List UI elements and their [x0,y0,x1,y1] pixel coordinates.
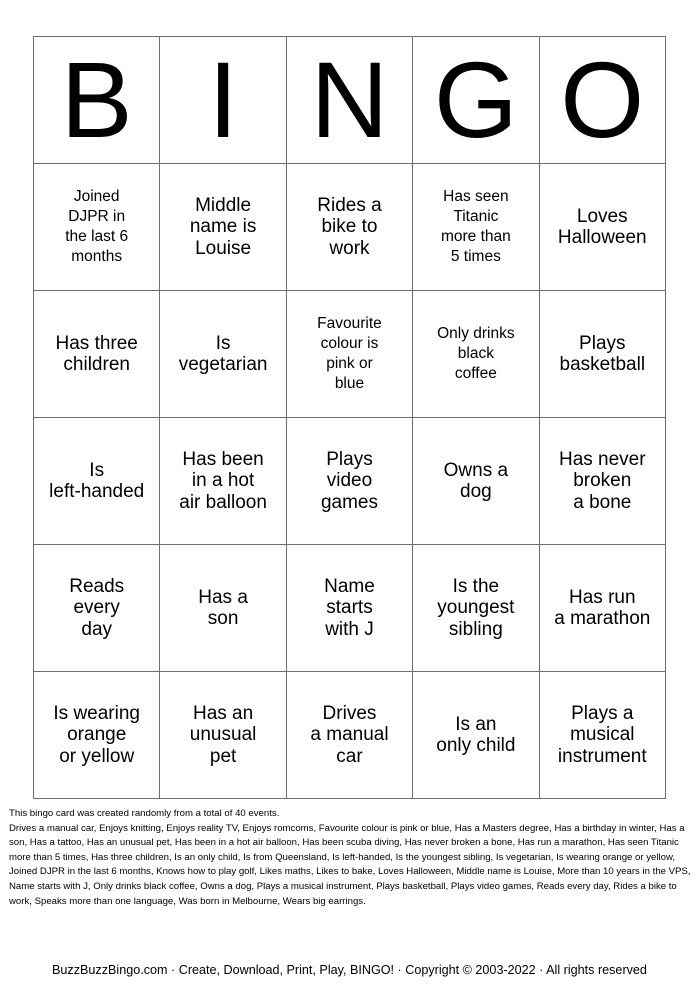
bingo-cell-line: months [71,248,123,266]
bingo-cell-line: Owns a [443,459,509,481]
bingo-cell-line: Is wearing [53,702,140,724]
bingo-cell[interactable] [34,291,160,418]
bingo-cell-text [546,703,659,767]
bingo-row [34,291,666,418]
bingo-cell-line: Has an [192,702,254,724]
bingo-cell[interactable] [413,418,539,545]
bingo-cell-text [166,587,279,630]
bingo-cell-line: Only drinks [437,324,515,342]
bingo-cell-line: starts [326,597,373,619]
bingo-cell-text [40,187,153,268]
bingo-cell-text [40,333,153,376]
bingo-cell-line: Favourite [317,314,382,332]
bingo-cell[interactable] [539,164,665,291]
bingo-cell[interactable] [34,672,160,799]
bingo-cell-line: vegetarian [178,354,268,375]
bingo-cell[interactable] [160,418,286,545]
bingo-cell-line: Is the [452,575,500,597]
bingo-cell-text [166,333,279,376]
bingo-cell-line: Reads [69,575,125,597]
bingo-cell-line: Plays a [571,702,634,724]
bingo-cell-line: coffee [454,365,497,383]
bingo-cell[interactable] [160,164,286,291]
bingo-cell-line: Has seen [443,187,509,205]
bingo-cell-line: Loves [576,205,628,227]
bingo-grid [34,164,666,799]
bingo-cell-line: basketball [559,354,646,375]
bingo-cell-text [166,195,279,259]
bingo-cell-line: Rides a [317,194,382,216]
bingo-cell[interactable] [539,672,665,799]
bingo-cell-line: left-handed [49,481,145,502]
bingo-cell-line: Has three [55,332,138,354]
bingo-cell-line: pink or [326,355,373,372]
bingo-cell-text [293,449,406,513]
bingo-cell-line: with J [325,618,374,640]
bingo-cell[interactable] [413,672,539,799]
bingo-cell[interactable] [34,418,160,545]
bingo-cell[interactable] [539,291,665,418]
bingo-cell-line: Titanic [453,207,499,225]
bingo-cell-line: Middle [195,194,252,216]
bingo-cell-line: broken [573,470,632,492]
header-letter-o: O [539,37,665,164]
bingo-cell[interactable] [34,164,160,291]
bingo-cell-text [40,576,153,640]
bingo-cell-line: Is [215,332,231,354]
bingo-cell-line: in a hot [191,470,255,492]
bingo-cell-line: a marathon [554,608,651,629]
bingo-cell-line: more than [440,228,511,245]
bingo-cell-line: Has run [569,586,636,608]
bingo-cell[interactable] [34,545,160,672]
bingo-cell-line: dog [460,481,492,502]
bingo-cell[interactable] [160,291,286,418]
bingo-cell-line: a bone [573,491,632,513]
bingo-cell-line: video [326,470,373,492]
site-footer: BuzzBuzzBingo.com · Create, Download, Print, Play, BINGO! · Copyright © 2003-2022 · All rights reserved [52,963,647,977]
bingo-cell-line: unusual [189,724,257,746]
header-letter-n: N [286,37,412,164]
bingo-cell-line: youngest [437,597,515,619]
bingo-cell-line: Plays [579,332,626,354]
bingo-cell-text [419,714,532,757]
bingo-row [34,545,666,672]
bingo-cell-text [293,703,406,767]
bingo-cell[interactable] [286,418,412,545]
bingo-row [34,672,666,799]
bingo-cell-line: Name [324,575,375,597]
bingo-cell-line: air balloon [179,491,267,513]
bingo-cell-text [419,324,532,384]
bingo-cell-line: sibling [448,618,503,640]
bingo-cell-line: children [63,354,130,375]
bingo-cell-text [293,314,406,395]
bingo-cell-line: Is an [455,713,497,735]
bingo-cell-text [293,576,406,640]
bingo-cell[interactable] [286,164,412,291]
bingo-cell-line: blue [334,375,365,393]
bingo-cell-line: Has a [198,586,248,608]
bingo-cell[interactable] [413,291,539,418]
bingo-row [34,418,666,545]
bingo-cell-line: bike to [321,216,378,238]
bingo-cell-line: Halloween [557,227,647,248]
bingo-cell-line: Plays [326,448,373,470]
bingo-cell[interactable] [160,672,286,799]
bingo-cell-line: or yellow [59,745,135,767]
bingo-cell-line: Has been [182,448,264,470]
bingo-cell-text [166,449,279,513]
bingo-cell-line: games [320,491,378,513]
bingo-cell-line: orange [67,724,127,746]
bingo-cell-line: Drives [322,702,377,724]
bingo-cell-text [419,187,532,268]
bingo-cell-text [40,460,153,503]
bingo-cell-line: only child [436,735,516,756]
bingo-cell[interactable] [539,418,665,545]
bingo-cell-text [293,195,406,259]
bingo-cell-line: Is [89,459,105,481]
bingo-cell-line: pet [209,745,237,767]
bingo-cell-line: name is [189,216,257,238]
bingo-cell[interactable] [286,672,412,799]
bingo-cell-line: a manual [310,724,389,746]
bingo-cell[interactable] [413,164,539,291]
bingo-cell-line: work [329,237,370,259]
bingo-header-row [34,37,666,164]
bingo-cell[interactable] [160,545,286,672]
bingo-cell-text [546,587,659,630]
bingo-cell-line: colour is [320,334,379,352]
events-footnote [9,807,693,909]
footnote-events-list: Drives a manual car, Enjoys knitting, Enjoys reality TV, Enjoys romcoms, Favourite colour is pink or blue, Has a Masters degree, Has a birthday in winter, Has a son, Has a tattoo, Has an unusual pet, Has been in a hot air balloon, Has been scuba diving, Has never broken a bone, Has run a marathon, Has seen Titanic more than 5 times, Has three children, Is an only child, Is from Queensland, Is left-handed, Is the youngest sibling, Is vegetarian, Is wearing orange or yellow, Joined DJPR in the last 6 months, Knows how to play golf, Likes maths, Likes to bake, Loves Halloween, Middle name is Louise, More than 10 years in the VPS, Name starts with J, Only drinks black coffee, Owns a dog, Plays a musical instrument, Plays basketball, Plays video games, Reads every day, Rides a bike to work, Speaks more than one language, Was born in Melbourne, Wears big earrings. [9,822,691,907]
bingo-card [33,36,666,799]
bingo-cell-line: 5 times [450,248,501,266]
bingo-cell[interactable] [539,545,665,672]
bingo-cell[interactable] [413,545,539,672]
bingo-cell-line: DJPR in [68,207,126,225]
bingo-cell-line: Joined [73,187,120,205]
bingo-cell[interactable] [286,545,412,672]
bingo-cell-line: Louise [195,237,252,259]
bingo-cell-line: car [336,745,363,767]
footnote-intro: This bingo card was created randomly from a total of 40 events. [9,808,280,819]
bingo-cell-line: son [207,608,239,629]
bingo-cell-text [419,576,532,640]
bingo-cell-text [546,333,659,376]
bingo-cell-text [40,703,153,767]
bingo-cell-line: black [457,344,494,362]
bingo-cell-line: every [73,597,120,619]
bingo-cell-line: day [81,618,113,640]
bingo-cell-text [546,206,659,249]
header-letter-i: I [160,37,286,164]
bingo-cell-text [546,449,659,513]
header-letter-g: G [413,37,539,164]
bingo-cell-text [166,703,279,767]
header-letter-b: B [34,37,160,164]
bingo-cell-line: instrument [557,745,647,767]
bingo-row [34,164,666,291]
bingo-cell[interactable] [286,291,412,418]
bingo-cell-text [419,460,532,503]
bingo-cell-line: the last 6 [65,228,129,245]
bingo-cell-line: musical [570,724,635,746]
bingo-cell-line: Has never [558,448,646,470]
